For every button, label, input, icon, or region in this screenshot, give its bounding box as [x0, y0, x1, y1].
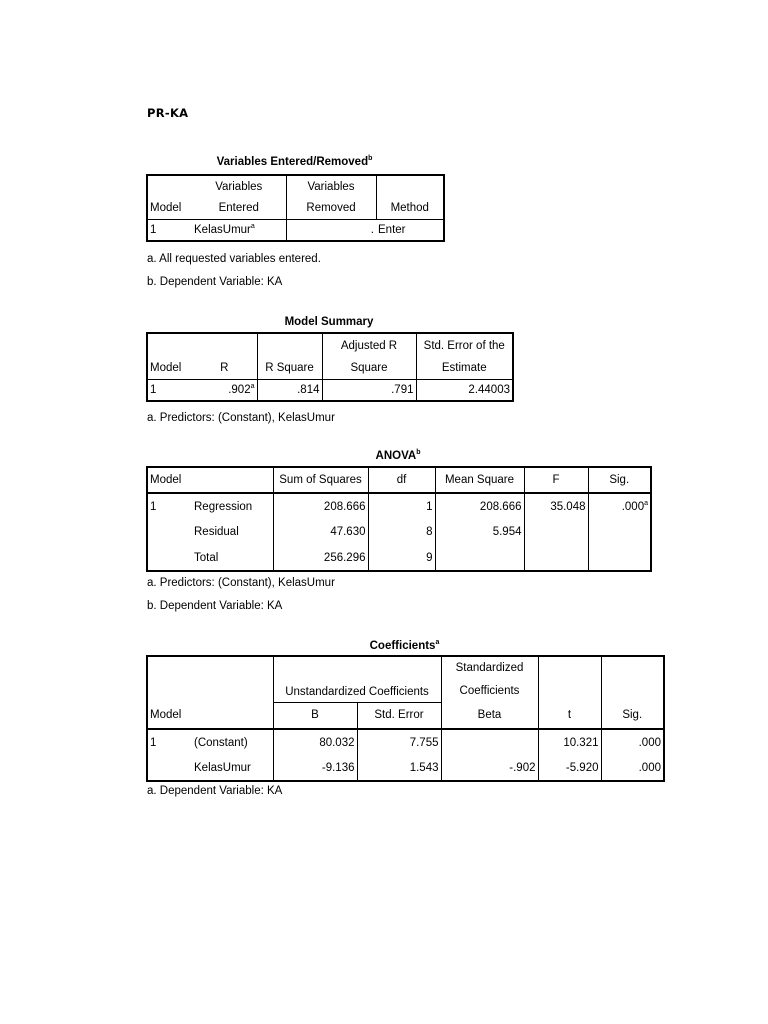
- t4-row2-sig: .000: [601, 755, 664, 781]
- t2-row-r-sup: a: [250, 382, 255, 390]
- t3-note-a: a. Predictors: (Constant), KelasUmur: [147, 577, 335, 589]
- anova-title-text: ANOVA: [375, 450, 417, 462]
- variables-entered-title-sup: b: [368, 155, 373, 163]
- document-title: PR-KA: [147, 106, 189, 120]
- t4-header-std-1: Standardized: [441, 656, 538, 679]
- t3-row1-df: 1: [368, 493, 435, 519]
- table-row: [147, 729, 664, 755]
- t3-row1-model: 1: [147, 493, 192, 519]
- t4-header-std-2: Coefficients: [441, 679, 538, 702]
- coefficients-title: [146, 640, 663, 652]
- t4-note-a: a. Dependent Variable: KA: [147, 785, 283, 797]
- t4-row2-beta: -.902: [441, 755, 538, 781]
- t4-header-model-mid: [147, 679, 192, 702]
- t3-row2-ss: 47.630: [273, 519, 368, 545]
- t1-note-b: b. Dependent Variable: KA: [147, 276, 283, 288]
- t2-header-model-top: [147, 333, 192, 357]
- t4-header-t: t: [538, 702, 601, 729]
- t1-header-model: Model: [147, 197, 192, 219]
- t1-header-entered-2: Entered: [218, 201, 259, 214]
- t3-header-f: F: [524, 467, 588, 493]
- t3-row2-f: [524, 519, 588, 545]
- t3-row3-sig: [588, 545, 651, 571]
- t1-row-method: Enter: [376, 219, 444, 241]
- table-row: [147, 755, 664, 781]
- t1-header-removed-1: Variables: [286, 175, 376, 197]
- t2-row-r: [192, 379, 257, 401]
- t1-row-model: 1: [147, 219, 192, 241]
- t3-row3-ms: [435, 545, 524, 571]
- t4-row1-model: 1: [147, 729, 192, 755]
- t4-header-sig-mid: [601, 679, 664, 702]
- t1-row-entered-text: KelasUmur: [194, 223, 251, 236]
- table-row: [147, 545, 651, 571]
- model-summary-title: Model Summary: [284, 316, 374, 328]
- t3-note-b: b. Dependent Variable: KA: [147, 600, 283, 612]
- t2-header-r: R: [220, 361, 229, 374]
- t2-header-model: Model: [147, 357, 192, 379]
- t4-row1-label: (Constant): [194, 736, 248, 749]
- t1-header-entered-1: Variables: [192, 175, 286, 197]
- t3-header-ss: Sum of Squares: [273, 467, 368, 493]
- t2-note-a: a. Predictors: (Constant), KelasUmur: [147, 412, 335, 424]
- t4-header-sig: Sig.: [601, 702, 664, 729]
- variables-entered-table: [146, 174, 445, 242]
- t4-header-beta: Beta: [441, 702, 538, 729]
- table-row: [147, 519, 651, 545]
- t3-row2-sig: [588, 519, 651, 545]
- t4-header-label: [192, 702, 273, 729]
- t3-row2-ms: 5.954: [435, 519, 524, 545]
- t4-header-sig-top: [601, 656, 664, 679]
- t4-header-model: Model: [147, 702, 192, 729]
- t2-header-rsq-top: [257, 333, 322, 357]
- t4-header-unstd: Unstandardized Coefficients: [273, 656, 441, 702]
- t2-row-rsq: .814: [257, 379, 322, 401]
- t1-note-a: a. All requested variables entered.: [147, 253, 321, 265]
- t2-header-adj-1: Adjusted R: [322, 333, 416, 357]
- coefficients-table: [146, 655, 665, 782]
- t4-row1-sig: .000: [601, 729, 664, 755]
- variables-entered-title-text: Variables Entered/Removed: [216, 156, 369, 168]
- t1-header-method: Method: [376, 197, 444, 219]
- t4-header-se: Std. Error: [357, 702, 441, 729]
- t4-row1-b: 80.032: [273, 729, 357, 755]
- t3-header-label: [192, 467, 273, 493]
- t3-row1-ms: 208.666: [435, 493, 524, 519]
- t1-header-method-top: [376, 175, 444, 197]
- t4-header-b: B: [273, 702, 357, 729]
- t4-header-model-top: [147, 656, 192, 679]
- anova-table: [146, 466, 652, 572]
- t2-row-model: 1: [147, 379, 192, 401]
- t1-row-entered-sup: a: [250, 222, 255, 230]
- variables-entered-title: [146, 156, 443, 168]
- t2-row-se: 2.44003: [416, 379, 513, 401]
- t3-row1-label: Regression: [194, 500, 253, 513]
- coefficients-title-text: Coefficients: [369, 640, 436, 652]
- t2-header-se-2: Estimate: [416, 357, 513, 379]
- t1-row-removed: .: [286, 219, 376, 241]
- t3-row2-label: Residual: [194, 526, 239, 538]
- t3-row1-sig-text: .000: [621, 500, 645, 513]
- model-summary-table: [146, 332, 514, 402]
- t4-header-label-top: [192, 656, 273, 679]
- t2-row-r-text: .902: [228, 383, 251, 396]
- t4-row2-t: -5.920: [538, 755, 601, 781]
- table-row: [147, 493, 651, 519]
- t3-row2-df: 8: [368, 519, 435, 545]
- t2-row-adj: .791: [322, 379, 416, 401]
- t3-row3-df: 9: [368, 545, 435, 571]
- t1-header-model-top: [147, 175, 192, 197]
- t2-header-r-top: [192, 333, 257, 357]
- t3-row3-model: [147, 545, 192, 571]
- t4-row2-model: [147, 755, 192, 781]
- coefficients-title-sup: a: [435, 639, 440, 647]
- t2-header-rsq: R Square: [257, 357, 322, 379]
- t4-row2-se: 1.543: [357, 755, 441, 781]
- t4-header-label-mid: [192, 679, 273, 702]
- t3-header-sig: Sig.: [588, 467, 651, 493]
- t4-row1-t: 10.321: [538, 729, 601, 755]
- anova-title-sup: b: [416, 449, 421, 457]
- t3-row2-model: [147, 519, 192, 545]
- anova-title: [146, 450, 650, 462]
- t4-row2-label: KelasUmur: [192, 755, 273, 781]
- t3-header-model: Model: [147, 467, 192, 493]
- t4-header-t-mid: [538, 679, 601, 702]
- t3-row1-sig-sup: a: [644, 499, 648, 507]
- t2-header-adj-2: Square: [322, 357, 416, 379]
- t3-row1-ss: 208.666: [273, 493, 368, 519]
- t3-row3-ss: 256.296: [273, 545, 368, 571]
- t3-row3-f: [524, 545, 588, 571]
- t3-row3-label: Total: [192, 545, 273, 571]
- t3-row1-f: 35.048: [524, 493, 588, 519]
- t3-header-ms: Mean Square: [435, 467, 524, 493]
- t4-row2-b: -9.136: [273, 755, 357, 781]
- t4-row1-se: 7.755: [357, 729, 441, 755]
- t4-header-t-top: [538, 656, 601, 679]
- t3-header-df: df: [368, 467, 435, 493]
- t1-header-removed-2: Removed: [286, 197, 376, 219]
- t4-row1-beta: [441, 729, 538, 755]
- t3-row1-sig: [588, 493, 651, 519]
- t2-header-se-1: Std. Error of the: [416, 333, 513, 357]
- t1-row-entered: [192, 219, 286, 241]
